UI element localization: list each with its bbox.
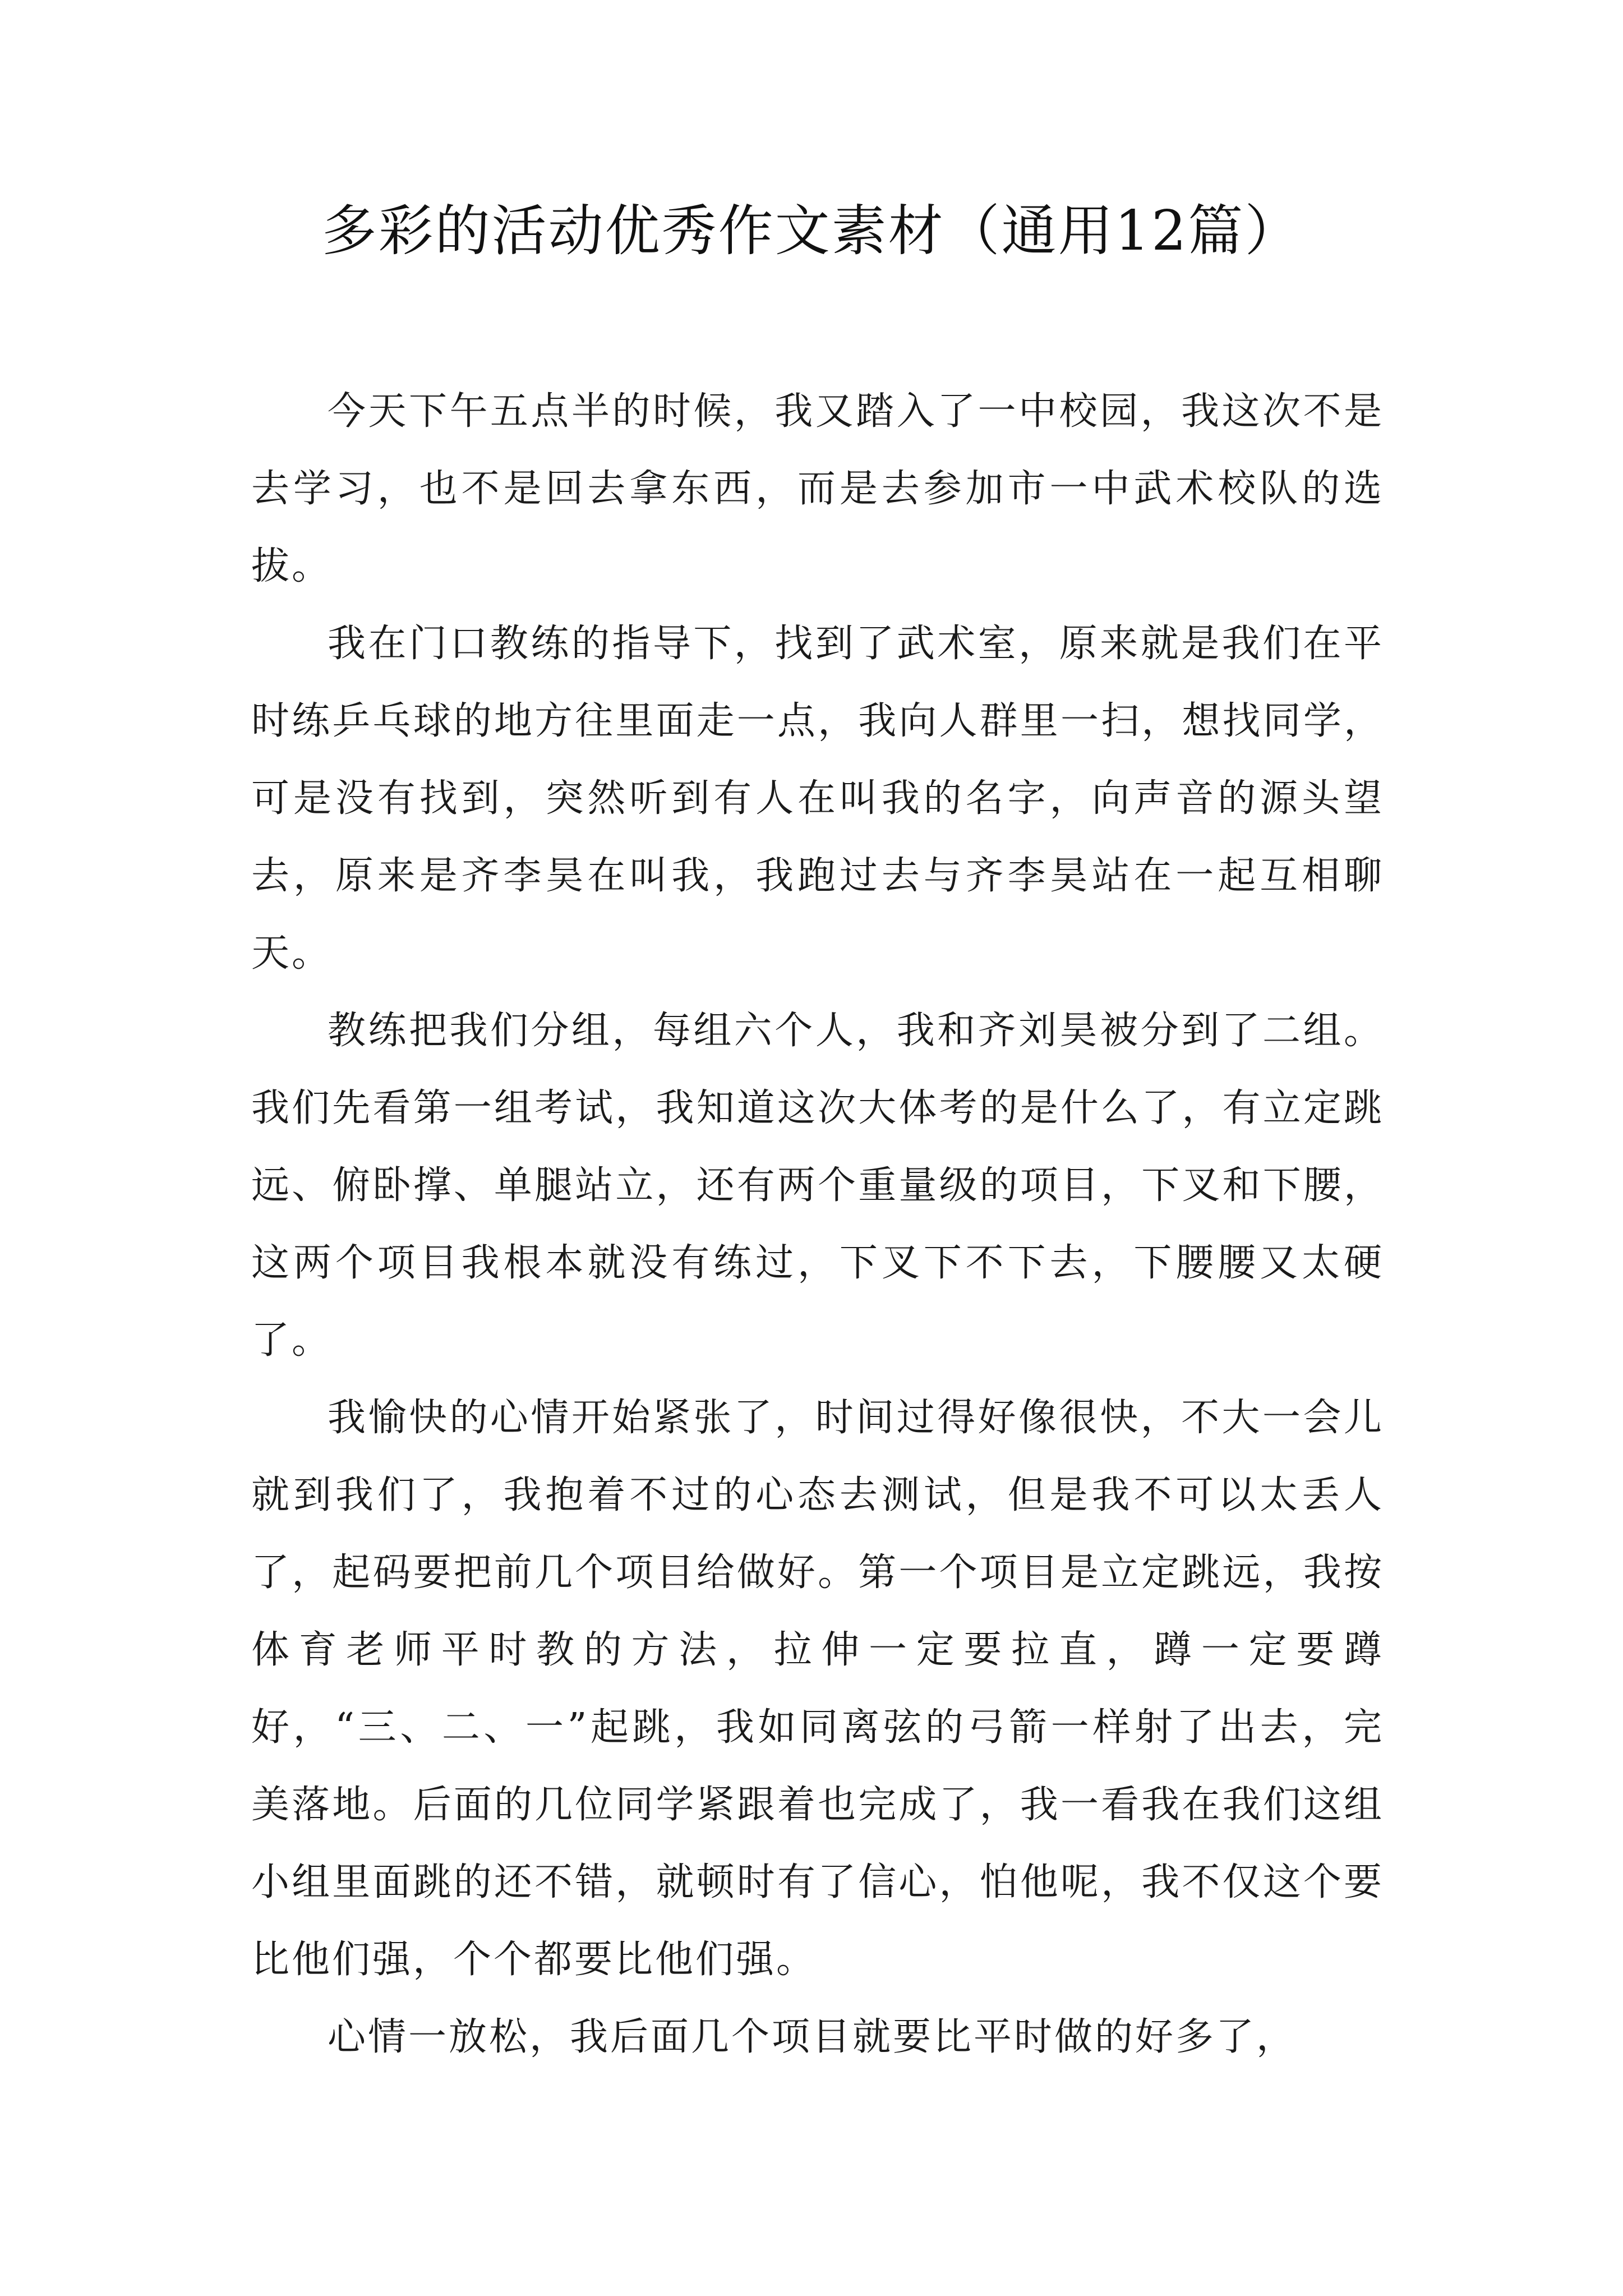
document-title: 多彩的活动优秀作文素材（通用12篇）: [321, 199, 1302, 263]
paragraph: 心情一放松，我后面几个项目就要比平时做的好多了，: [328, 2015, 1297, 2059]
paragraph: 今天下午五点半的时候，我又踏入了一中校园，我这次不是去学习，也不是回去拿东西，而是去参加市一中武术校队的选拔。: [251, 389, 1384, 588]
paragraph: 我在门口教练的指导下，找到了武术室，原来就是我们在平时练乒乓球的地方往里面走一点，我向人群里一扫，想找同学，可是没有找到，突然听到有人在叫我的名字，向声音的源头望去，原来是齐李昊在叫我，我跑过去与齐李昊站在一起互相聊天。: [251, 622, 1384, 976]
paragraph: 教练把我们分组，每组六个人，我和齐刘昊被分到了二组。我们先看第一组考试，我知道这次大体考的是什么了，有立定跳远、俯卧撑、单腿站立，还有两个重量级的项目，下叉和下腰，这两个项目我根本就没有练过，下叉下不下去，下腰腰又太硬了。: [251, 1009, 1384, 1363]
paragraph: 我愉快的心情开始紧张了，时间过得好像很快，不大一会儿就到我们了，我抱着不过的心态去测试，但是我不可以太丢人了，起码要把前几个项目给做好。第一个项目是立定跳远，我按体育老师平时教的方法，拉伸一定要拉直，蹲一定要蹲好，“三、二、一”起跳，我如同离弦的弓箭一样射了出去，完美落地。后面的几位同学紧跟着也完成了，我一看我在我们这组小组里面跳的还不错，就顿时有了信心，怕他呢，我不仅这个要比他们强，个个都要比他们强。: [251, 1396, 1384, 1982]
document-body: [251, 373, 1384, 2076]
